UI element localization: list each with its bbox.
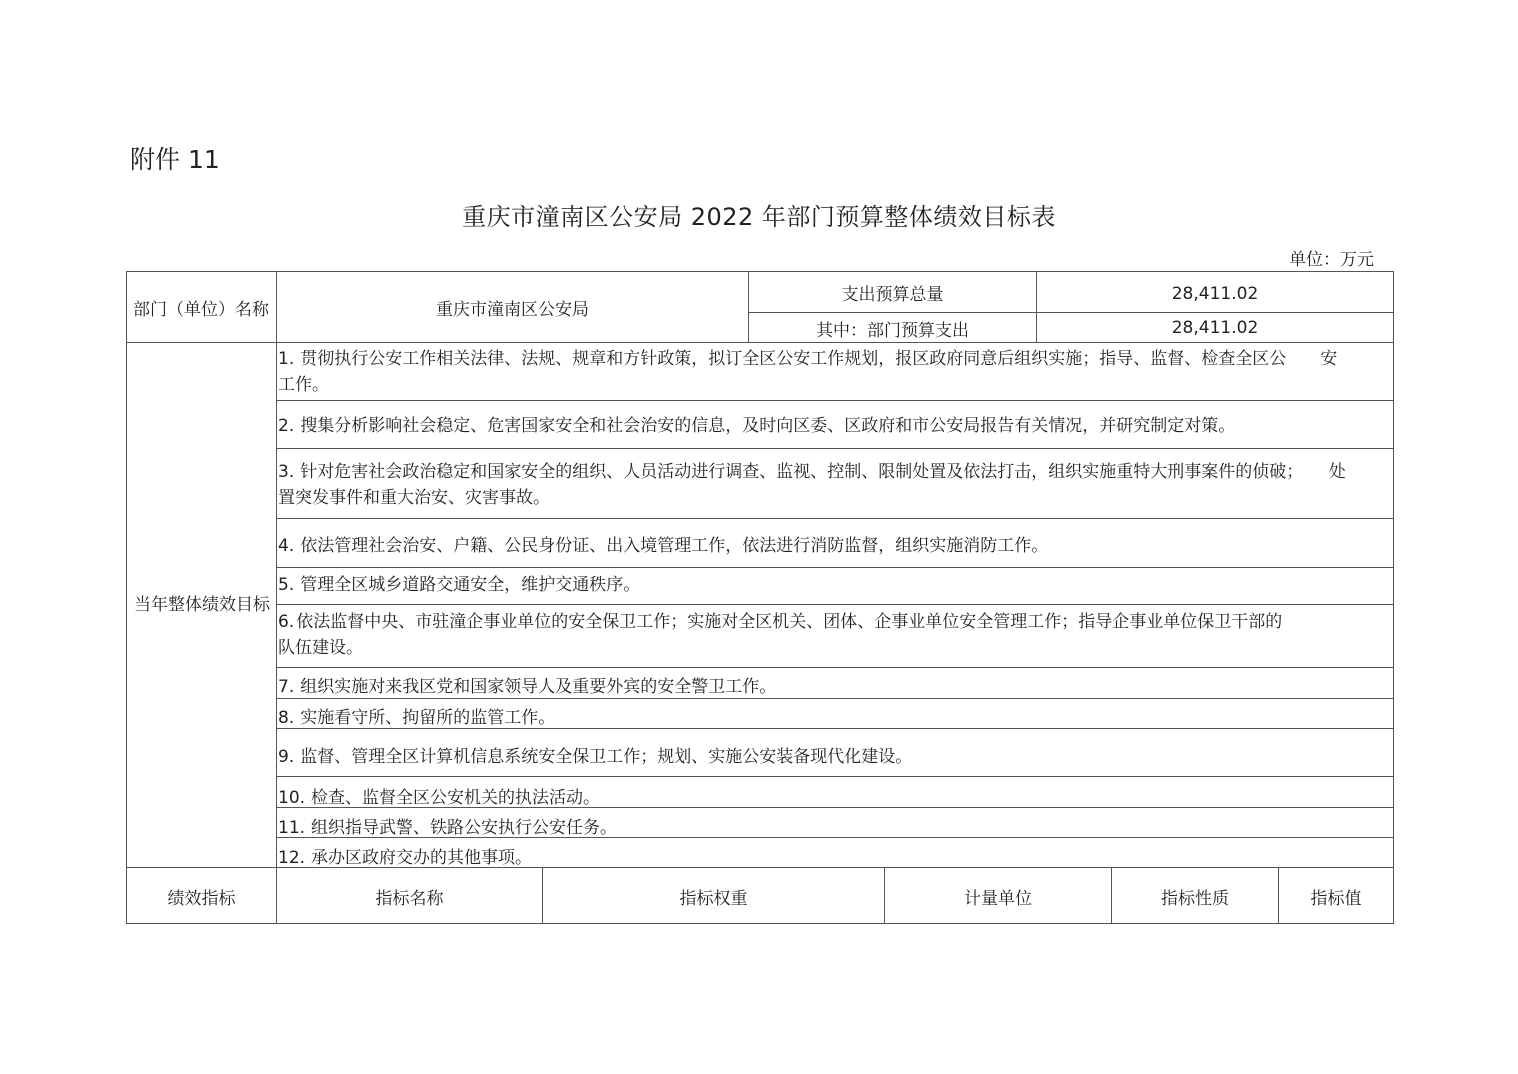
unit-label: 单位：万元: [1289, 250, 1374, 270]
goal-item: [278, 609, 1394, 661]
goal-text: 组织指导武警、铁路公安执行公安任务。: [311, 818, 618, 838]
indicator-nature-header: 指标性质: [1161, 888, 1229, 909]
goal-item: [278, 785, 1394, 811]
grid-line: [276, 271, 277, 924]
goal-item: [278, 744, 1394, 770]
goal-number: 11.: [278, 818, 306, 838]
goal-number: 8.: [278, 708, 295, 728]
goal-number: 4.: [278, 536, 295, 556]
indicator-name-header: 指标名称: [375, 888, 444, 909]
indicator-weight-header: 指标权重: [679, 888, 748, 909]
goal-text: 承办区政府交办的其他事项。: [311, 848, 533, 868]
goal-number: 5.: [278, 575, 295, 595]
goal-text: 管理全区城乡道路交通安全，维护交通秩序。: [300, 575, 641, 595]
goal-item: [278, 572, 1394, 598]
grid-line: [276, 448, 1394, 449]
attachment-label: 附件 11: [130, 145, 220, 174]
indicator-unit-header: 计量单位: [964, 888, 1032, 909]
goal-text-continued: 工作。: [278, 375, 329, 395]
goal-number: 12.: [278, 848, 306, 868]
goal-item: [278, 346, 1394, 398]
goal-text: 组织实施对来我区党和国家领导人及重要外宾的安全警卫工作。: [300, 677, 777, 697]
goal-number: 2.: [278, 416, 295, 436]
goal-item: [278, 815, 1394, 841]
goal-text-continued: 置突发事件和重大治安、灾害事故。: [278, 488, 550, 508]
grid-line: [276, 518, 1394, 519]
goal-text-continued: 队伍建设。: [278, 638, 363, 658]
goal-number: 10.: [278, 788, 306, 808]
document-title: 重庆市潼南区公安局 2022 年部门预算整体绩效目标表: [462, 203, 1056, 231]
goal-number: 3.: [278, 462, 295, 482]
annual-goals-label: 当年整体绩效目标: [134, 595, 270, 615]
indicator-section-label: 绩效指标: [167, 888, 236, 909]
goal-number: 1.: [278, 349, 295, 369]
goal-number: 7.: [278, 677, 295, 697]
grid-line: [276, 667, 1394, 668]
grid-line: [276, 604, 1394, 605]
goal-text: 贯彻执行公安工作相关法律、法规、规章和方针政策，拟订全区公安工作规划，报区政府同意后组织实施；指导、监督、检查全区公 安: [300, 349, 1338, 369]
total-budget-value: 28,411.02: [1171, 284, 1259, 304]
goal-item: [278, 533, 1394, 559]
goal-text: 搜集分析影响社会稳定、危害国家安全和社会治安的信息，及时向区委、区政府和市公安局报告有关情况，并研究制定对策。: [300, 416, 1236, 436]
grid-line: [276, 400, 1394, 401]
goal-text: 监督、管理全区计算机信息系统安全保卫工作；规划、实施公安装备现代化建设。: [300, 747, 913, 767]
dept-name-label: 部门（单位）名称: [133, 299, 269, 320]
dept-budget-value: 28,411.02: [1171, 318, 1259, 338]
goal-text: 实施看守所、拘留所的监管工作。: [300, 708, 556, 728]
goal-text: 依法管理社会治安、户籍、公民身份证、出入境管理工作，依法进行消防监督，组织实施消防工作。: [300, 536, 1049, 556]
dept-name-value: 重庆市潼南区公安局: [436, 299, 589, 320]
goal-text: 针对危害社会政治稳定和国家安全的组织、人员活动进行调查、监视、控制、限制处置及依法打击，组织实施重特大刑事案件的侦破； 处: [300, 462, 1346, 482]
goal-item: [278, 705, 1394, 731]
goal-number: 9.: [278, 747, 295, 767]
goal-text: 检查、监督全区公安机关的执法活动。: [311, 788, 601, 808]
grid-line: [276, 567, 1394, 568]
goal-number: 6.: [278, 612, 295, 632]
goal-item: [278, 459, 1394, 511]
total-budget-label: 支出预算总量: [841, 284, 944, 305]
grid-line: [276, 776, 1394, 777]
indicator-value-header: 指标值: [1310, 888, 1362, 909]
goal-text: 依法监督中央、市驻潼企事业单位的安全保卫工作；实施对全区机关、团体、企事业单位安全管理工作；指导企事业单位保卫干部的: [296, 612, 1283, 632]
goal-item: [278, 674, 1394, 700]
dept-budget-label: 其中：部门预算支出: [816, 320, 969, 341]
goal-item: [278, 413, 1394, 439]
